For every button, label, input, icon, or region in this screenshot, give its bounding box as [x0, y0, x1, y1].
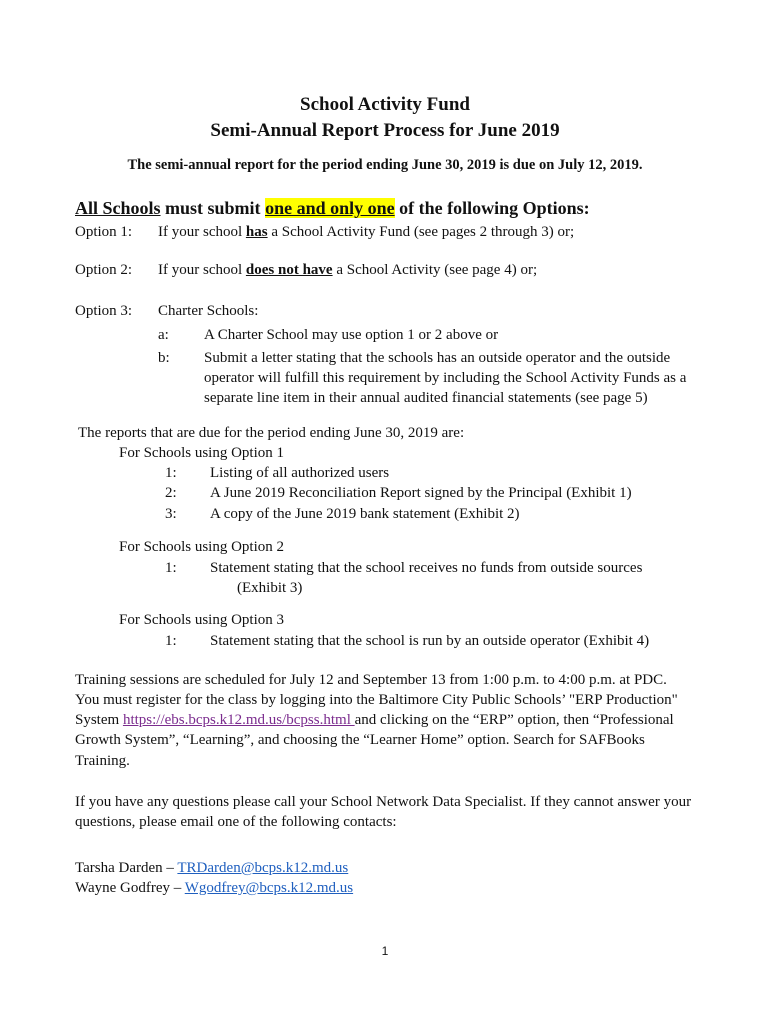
group3-text: Statement stating that the school is run by an outside operator (Exhibit 4) — [210, 633, 650, 649]
group2-title: For Schools using Option 2 — [119, 539, 285, 555]
training-line2: You must register for the class by logging into the Baltimore City Public Schools’ "ERP Production" — [75, 692, 678, 708]
charter-a-text: A Charter School may use option 1 or 2 above or — [204, 327, 499, 343]
page-number: 1 — [381, 944, 389, 958]
charter-b-line1: Submit a letter stating that the schools has an outside operator and the outside — [204, 350, 671, 366]
group2-line2: (Exhibit 3) — [237, 580, 303, 596]
group1-item3-num: 3: — [165, 506, 177, 522]
contact-row — [75, 858, 348, 878]
group1-item2-text: A June 2019 Reconciliation Report signed by the Principal (Exhibit 1) — [210, 485, 632, 501]
due-note: The semi-annual report for the period ending June 30, 2019 is due on July 12, 2019. — [127, 157, 643, 173]
option-1-emph: has — [245, 224, 268, 240]
option-3-text: Charter Schools: — [158, 303, 259, 319]
contact-name: Wayne Godfrey – — [75, 880, 185, 896]
group1-item1-num: 1: — [165, 465, 177, 481]
document-subtitle: Semi-Annual Report Process for June 2019 — [210, 120, 560, 141]
contact-email-link[interactable]: Wgodfrey@bcps.k12.md.us — [184, 880, 354, 896]
option-2-emph: does not have — [245, 262, 333, 278]
group1-item2-num: 2: — [165, 485, 177, 501]
option-1-post: a School Activity Fund (see pages 2 through 3) or; — [267, 224, 575, 240]
option-3-label: Option 3: — [75, 303, 133, 319]
training-line3-post: and clicking on the “ERP” option, then “Professional — [354, 712, 674, 728]
training-line5: Training. — [75, 753, 130, 769]
charter-a-label: a: — [158, 327, 169, 343]
options-heading — [75, 198, 590, 219]
heading-rest: of the following Options: — [394, 198, 590, 218]
training-line3 — [75, 710, 674, 730]
contact-row — [75, 878, 353, 898]
heading-must-submit: must submit — [160, 198, 266, 218]
charter-b-label: b: — [158, 350, 170, 366]
group3-title: For Schools using Option 3 — [119, 612, 285, 628]
group2-line1: Statement stating that the school receives no funds from outside sources — [210, 560, 643, 576]
questions-line2: questions, please email one of the following contacts: — [75, 814, 397, 830]
reports-intro: The reports that are due for the period ending June 30, 2019 are: — [78, 425, 465, 441]
option-2-pre: If your school — [158, 262, 246, 278]
group1-item1-text: Listing of all authorized users — [210, 465, 390, 481]
option-2-label: Option 2: — [75, 262, 133, 278]
contact-email-link[interactable]: TRDarden@bcps.k12.md.us — [177, 860, 349, 876]
option-1-text — [158, 222, 574, 242]
charter-b-line2: operator will fulfill this requirement by including the School Activity Funds as a — [204, 370, 687, 386]
erp-link[interactable]: https://ebs.bcps.k12.md.us/bcpss.html — [122, 712, 355, 728]
charter-b-line3: separate line item in their annual audited financial statements (see page 5) — [204, 390, 648, 406]
option-2-post: a School Activity (see page 4) or; — [332, 262, 538, 278]
group1-title: For Schools using Option 1 — [119, 445, 285, 461]
training-line4: Growth System”, “Learning”, and choosing the “Learner Home” option. Search for SAFBooks — [75, 732, 645, 748]
heading-highlight: one and only one — [265, 198, 395, 218]
group2-num: 1: — [165, 560, 177, 576]
contact-name: Tarsha Darden – — [75, 860, 178, 876]
option-1-pre: If your school — [158, 224, 246, 240]
questions-line1: If you have any questions please call your School Network Data Specialist. If they cannot answer your — [75, 794, 692, 810]
heading-all-schools: All Schools — [75, 198, 161, 218]
training-line3-pre: System — [75, 712, 123, 728]
training-line1: Training sessions are scheduled for July 12 and September 13 from 1:00 p.m. to 4:00 p.m. at PDC. — [75, 672, 667, 688]
document-title: School Activity Fund — [300, 94, 470, 115]
option-2-text — [158, 260, 537, 280]
group3-num: 1: — [165, 633, 177, 649]
group1-item3-text: A copy of the June 2019 bank statement (Exhibit 2) — [210, 506, 520, 522]
option-1-label: Option 1: — [75, 224, 133, 240]
